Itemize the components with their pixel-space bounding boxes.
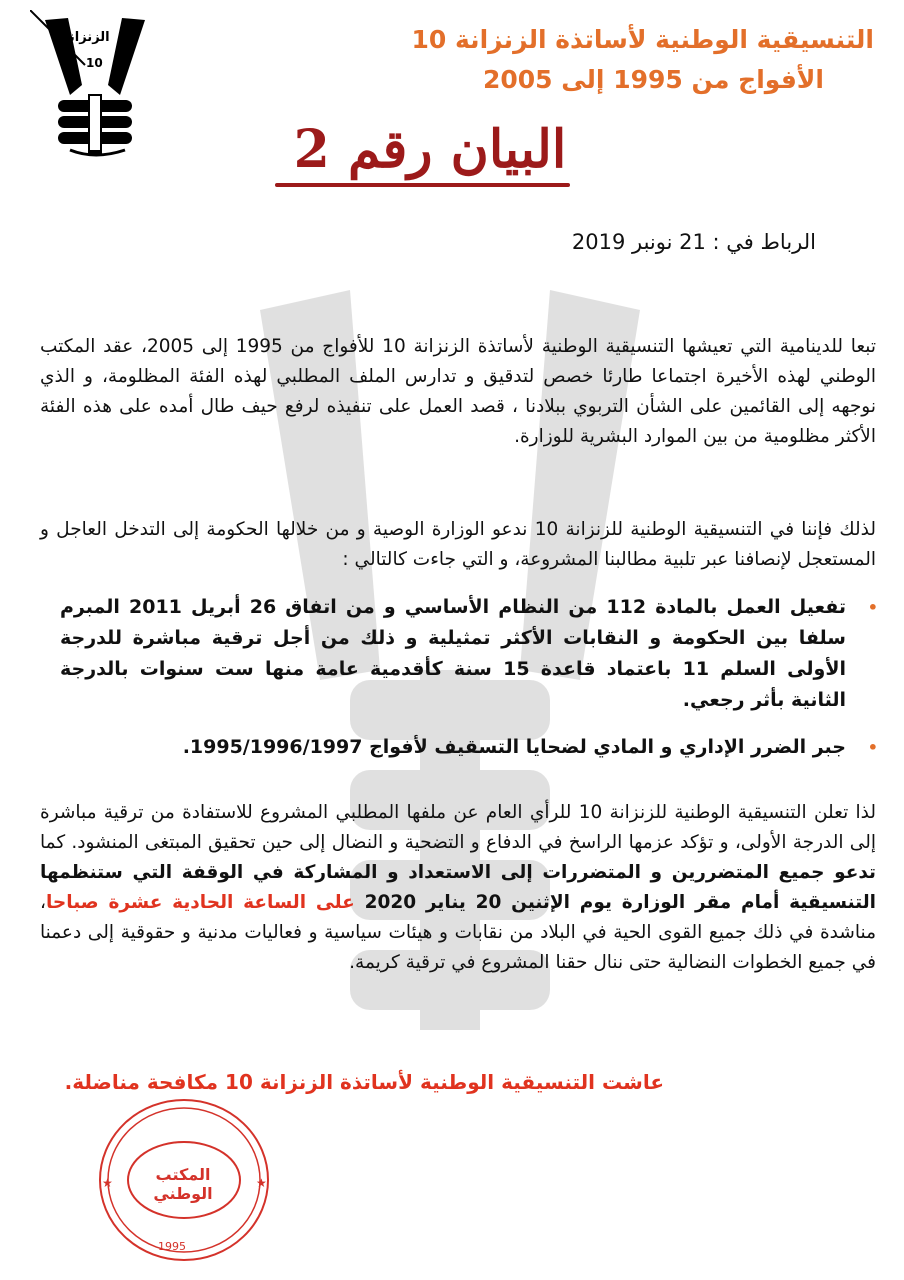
stamp-label: المكتب الوطني: [153, 1165, 213, 1203]
paragraph-3: [40, 798, 876, 978]
logo-number: 10: [86, 56, 103, 70]
demand-item: • تفعيل العمل بالمادة 112 من النظام الأساسي و من اتفاق 26 أبريل 2011 المبرم سلفا بين الحكومة و النقابات الأكثر تمثيلية و ذلك من أجل ترقية مباشرة للدرجة الأولى السلم 11 باعتماد قاعدة 15 سنة كأقدمية عامة منها ست سنوات بالدرجة الثانية بأثر رجعي.: [60, 592, 864, 716]
stamp-year: 1995: [158, 1240, 186, 1253]
title-underline: [275, 183, 570, 187]
date-line: الرباط في : 21 نونبر 2019: [571, 230, 816, 254]
closing-slogan: عاشت التنسيقية الوطنية لأساتذة الزنزانة 10 مكافحة مناضلة.: [64, 1070, 664, 1094]
header: [354, 20, 874, 100]
demands-list: [60, 592, 864, 779]
paragraph-3-end: ، مناشدة في ذلك جميع القوى الحية في البلاد من نقابات و هيئات سياسية و فعاليات مدنية و حقوقية إلى دعمنا في جميع الخطوات النضالية حتى ننال حقنا المشروع في ترقية كريمة.: [40, 892, 876, 973]
header-line2: الأفواج من 1995 إلى 2005: [482, 65, 824, 94]
logo-label: الزنزانة: [62, 30, 110, 45]
paragraph-3-intro: لذا تعلن التنسيقية الوطنية للزنزانة 10 للرأي العام عن ملفها المطلبي المشروع للاستفادة من ترقية مباشرة إلى الدرجة الأولى، و تؤكد عزمها الراسخ في الدفاع و التضحية و النضال إلى حين تحقيق المبتغى المنشود. كما: [40, 802, 877, 853]
demand-item: • جبر الضرر الإداري و المادي لضحايا التسقيف لأفواج 1995/1996/1997.: [60, 732, 864, 763]
paragraph-3-call: تدعو جميع المتضررين و المتضررات إلى الاستعداد و المشاركة في الوقفة التي ستنظمها التنسيقية أمام مقر الوزارة يوم الإثنين 20 يناير 2020: [40, 862, 876, 913]
statement-title: البيان رقم 2: [293, 119, 567, 180]
svg-text:★: ★: [256, 1176, 267, 1190]
header-line1: التنسيقية الوطنية لأساتذة الزنزانة 10: [411, 25, 874, 54]
paragraph-2: لذلك فإننا في التنسيقية الوطنية للزنزانة 10 ندعو الوزارة الوصية و من خلالها الحكومة إلى التدخل العاجل و المستعجل لإنصافنا عبر تلبية مطالبنا المشروعة، و التي جاءت كالتالي :: [40, 519, 876, 570]
svg-text:★: ★: [102, 1176, 113, 1190]
paragraph-3-time: على الساعة الحادية عشرة صباحا: [45, 892, 365, 913]
paragraph-1: تبعا للدينامية التي تعيشها التنسيقية الوطنية لأساتذة الزنزانة 10 للأفواج من 1995 إلى 2005، عقد المكتب الوطني لهذه الأخيرة اجتماعا طارئا خصص لتدقيق و تدارس الملف المطلبي لهذه الفئة المظلومة، و الذي نوجهه إلى القائمين على الشأن التربوي ببلادنا ، قصد العمل على تنفيذه لرفع حيف طال أمده على هذه الفئة الأكثر مظلومية من بين الموارد البشرية للوزارة.: [40, 336, 877, 447]
